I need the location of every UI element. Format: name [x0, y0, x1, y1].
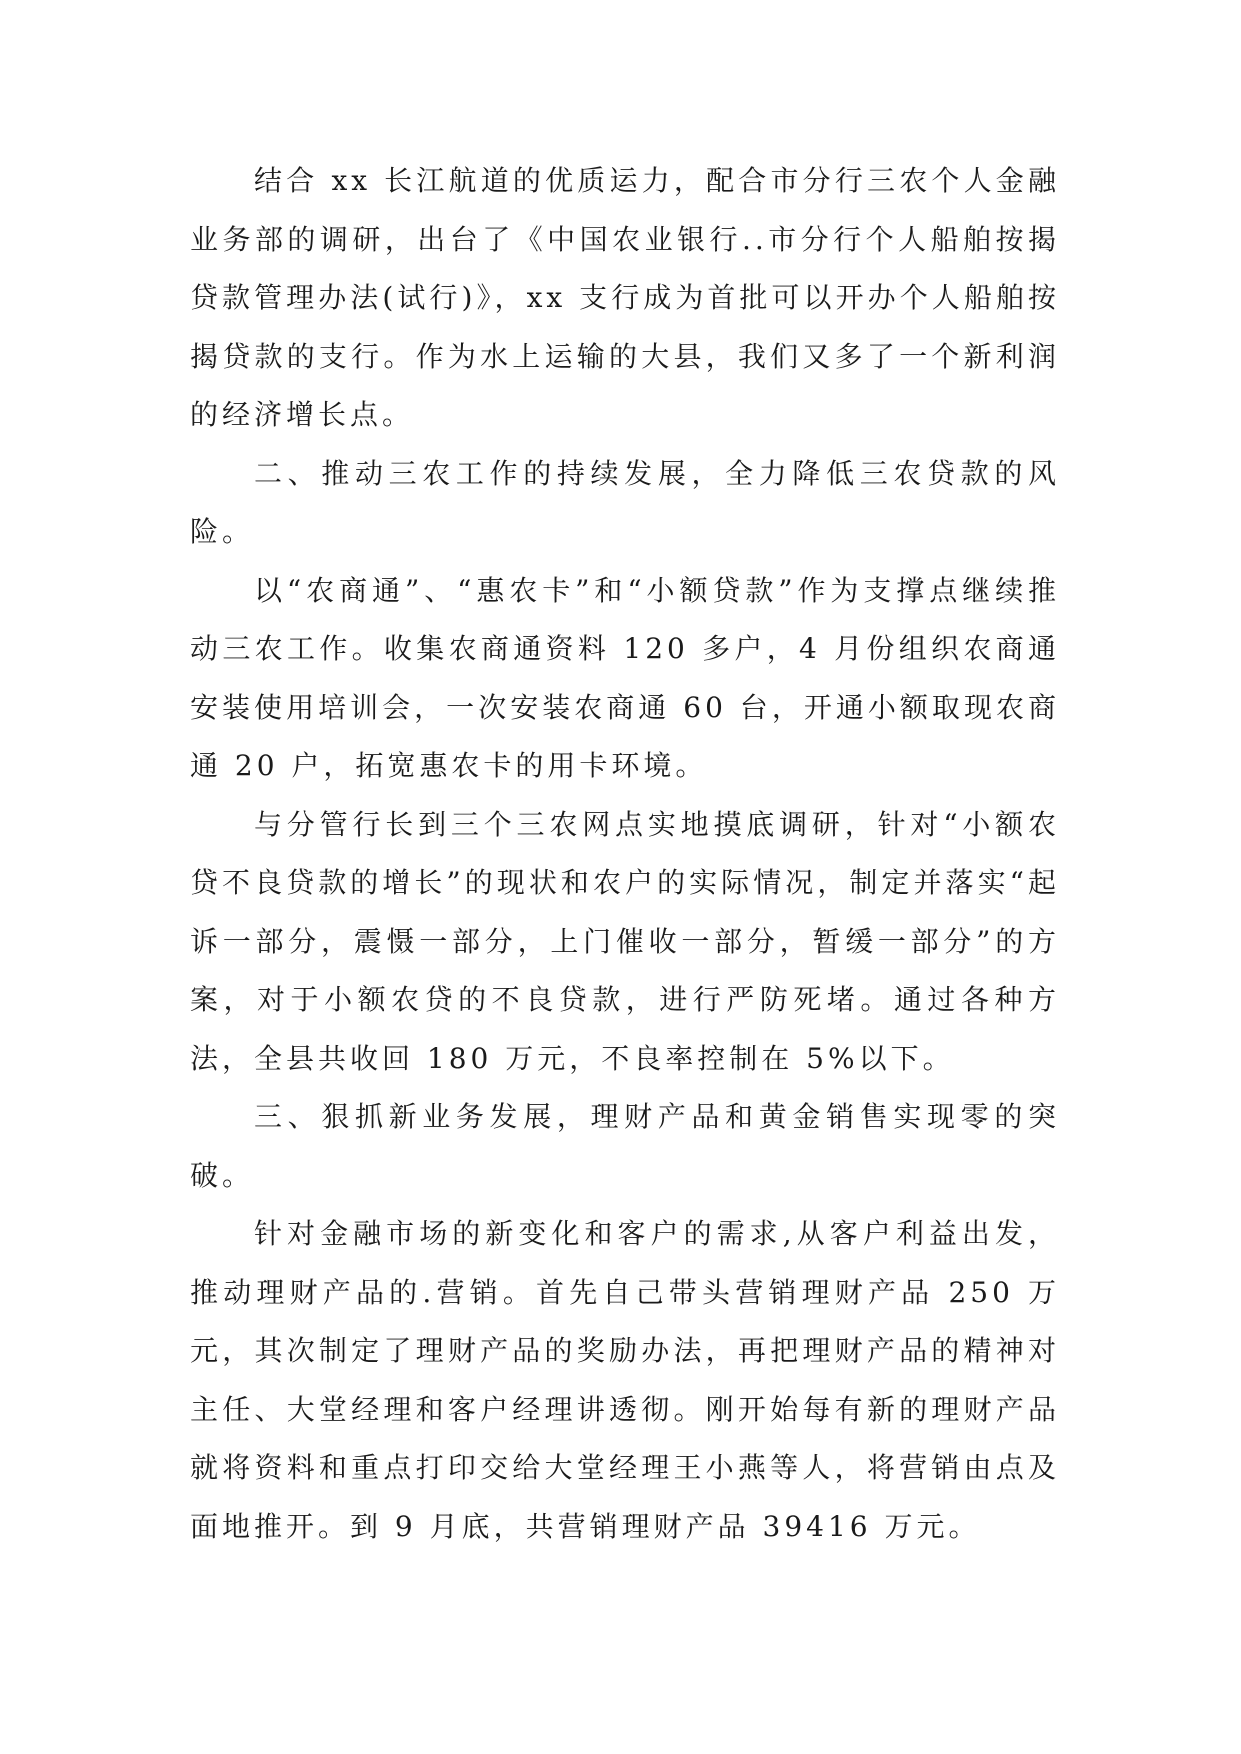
heading-section-three: 三、狠抓新业务发展，理财产品和黄金销售实现零的突破。 — [190, 1100, 1060, 1192]
paragraph-ship-mortgage-loan: 结合 xx 长江航道的优质运力，配合市分行三农个人金融业务部的调研，出台了《中国农业银行..市分行个人船舶按揭贷款管理办法(试行)》，xx 支行成为首批可以开办个人船舶按揭贷款的支行。作为水上运输的大县，我们又多了一个新利润的经济增长点。 — [190, 164, 1060, 431]
paragraph-agri-services: 以“农商通”、“惠农卡”和“小额贷款”作为支撑点继续推动三农工作。收集农商通资料 120 多户，4 月份组织农商通安装使用培训会，一次安装农商通 60 台，开通小额取现农商通 20 户，拓宽惠农卡的用卡环境。 — [190, 573, 1060, 782]
paragraph-bad-loan-recovery: 与分管行长到三个三农网点实地摸底调研，针对“小额农贷不良贷款的增长”的现状和农户的实际情况，制定并落实“起诉一部分，震慑一部分，上门催收一部分，暂缓一部分”的方案，对于小额农贷的不良贷款，进行严防死堵。通过各种方法，全县共收回 180 万元，不良率控制在 5%以下。 — [190, 807, 1060, 1075]
heading-section-two: 二、推动三农工作的持续发展，全力降低三农贷款的风险。 — [190, 456, 1060, 548]
paragraph-wealth-products: 针对金融市场的新变化和客户的需求,从客户利益出发，推动理财产品的.营销。首先自己带头营销理财产品 250 万元，其次制定了理财产品的奖励办法，再把理财产品的精神对主任、大堂经理和客户经理讲透彻。刚开始每有新的理财产品就将资料和重点打印交给大堂经理王小燕等人，将营销由点及面地推开。到 9 月底，共营销理财产品 39416 万元。 — [190, 1217, 1060, 1543]
document-body — [190, 152, 1060, 1556]
